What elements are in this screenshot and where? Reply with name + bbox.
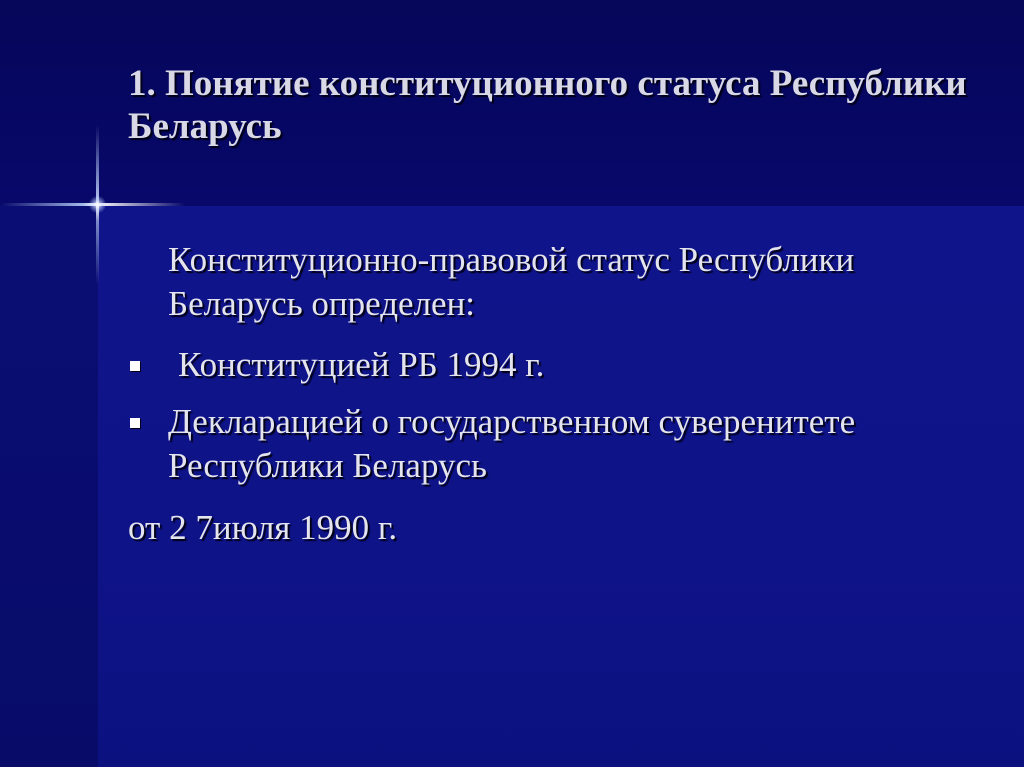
intro-text: Конституционно-правовой статус Республики Беларусь определен: xyxy=(168,240,855,323)
left-strip xyxy=(0,206,98,767)
square-bullet-icon xyxy=(130,418,140,428)
sparkle-glow xyxy=(89,196,106,213)
date-text: от 2 7июля 1990 г. xyxy=(128,508,398,547)
bullet-text: Конституцией РБ 1994 г. xyxy=(178,345,545,384)
bullet-text: Декларацией о государственном суверенитете Республики Беларусь xyxy=(168,402,856,485)
slide-title: 1. Понятие конституционного статуса Республики Беларусь xyxy=(128,63,967,147)
square-bullet-icon xyxy=(130,361,140,371)
